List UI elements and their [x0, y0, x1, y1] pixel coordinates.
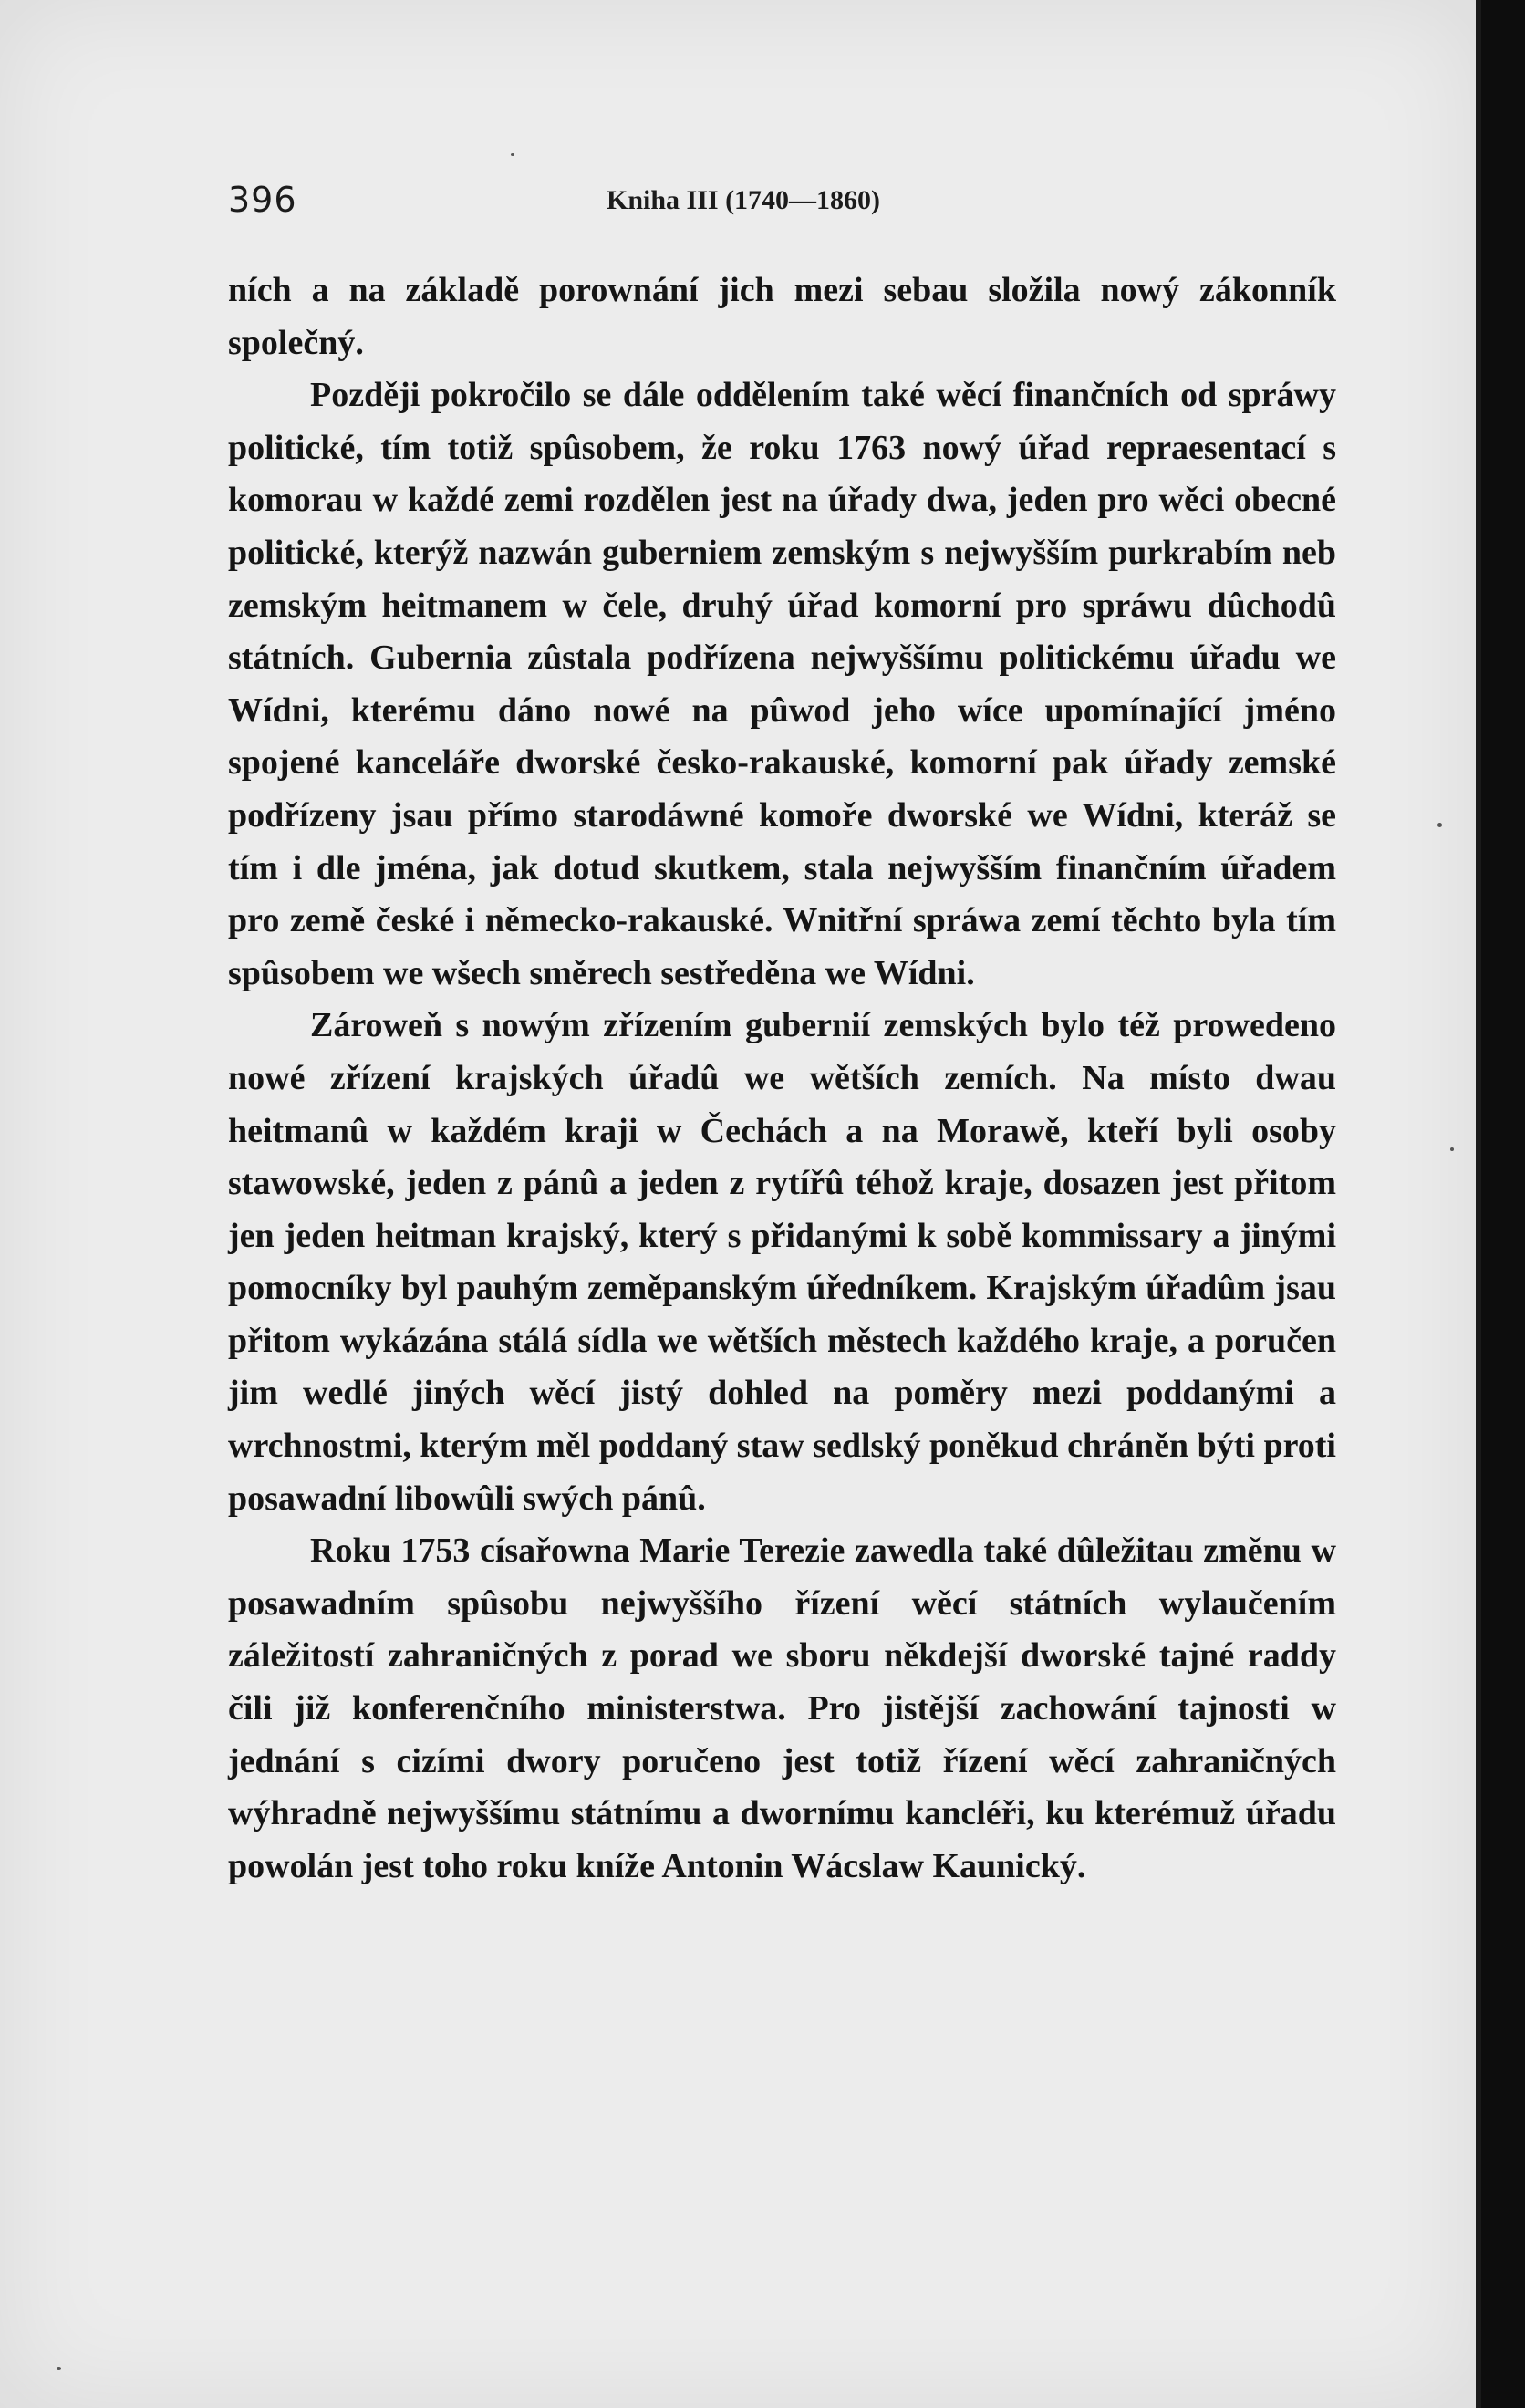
scan-speck: [57, 2367, 61, 2370]
scan-speck: [511, 153, 514, 156]
body-text: [228, 265, 1336, 1893]
paragraph-continuation: ních a na základě porownání jich mezi sebau složila nowý zákonník společný.: [228, 271, 1336, 362]
page-number: 396: [228, 180, 297, 220]
paragraph: Roku 1753 císařowna Marie Terezie zawedla také dûležitau změnu w posawadním spûsobu nejwyššího řízení wěcí státních wylaučením záležitostí zahraničných z porad we sboru někdejší dworské tajné raddy čili již konferenčního ministerstwa. Pro jistější zachowání tajnosti w jednání s cizími dwory poručeno jest totiž řízení wěcí zahraničných wýhradně nejwyššímu státnímu a dwornímu kancléři, ku kterémuž úřadu powolán jest toho roku kníže Antonin Wácslaw Kaunický.: [228, 1531, 1336, 1885]
scan-speck: [1437, 823, 1442, 827]
running-title: Kniha III (1740—1860): [607, 185, 881, 215]
page-header: [228, 180, 1336, 231]
paragraph: Později pokročilo se dále oddělením také wěcí finančních od spráwy politické, tím totiž spûsobem, že roku 1763 nowý úřad repraesentací s komorau w každé zemi rozdělen jest na úřady dwa, jeden pro wěci obecné politické, kterýž nazwán guberniem zemským s nejwyšším purkrabím neb zemským heitmanem w čele, druhý úřad komorní pro spráwu dûchodû státních. Gubernia zûstala podřízena nejwyššímu politickému úřadu we Wídni, kterému dáno nowé na pûwod jeho wíce upomínající jméno spojené kanceláře dworské česko-rakauské, komorní pak úřady zemské podřízeny jsau přímo starodáwné komoře dworské we Wídni, kteráž se tím i dle jména, jak dotud skutkem, stala nejwyšším finančním úřadem pro země české i německo-rakauské. Wnitřní spráwa zemí těchto byla tím spûsobem we wšech směrech sestředěna we Wídni.: [228, 376, 1336, 992]
scan-speck: [1450, 1147, 1454, 1151]
paragraph: Zároweň s nowým zřízením gubernií zemských bylo též prowedeno nowé zřízení krajských úřadû we wětších zemích. Na místo dwau heitmanû w každém kraji w Čechách a na Morawě, kteří byli osoby stawowské, jeden z pánû a jeden z rytířû téhož kraje, dosazen jest přitom jen jeden heitman krajský, který s přidanými k sobě kommissary a jinými pomocníky byl pauhým zeměpanským úředníkem. Krajským úřadûm jsau přitom wykázána stálá sídla we wětších městech každého kraje, a poručen jim wedlé jiných wěcí jistý dohled na poměry mezi poddanými a wrchnostmi, kterým měl poddaný staw sedlský poněkud chráněn býti proti posawadní libowûli swých pánû.: [228, 1006, 1336, 1518]
page-edge: [1476, 0, 1481, 2408]
